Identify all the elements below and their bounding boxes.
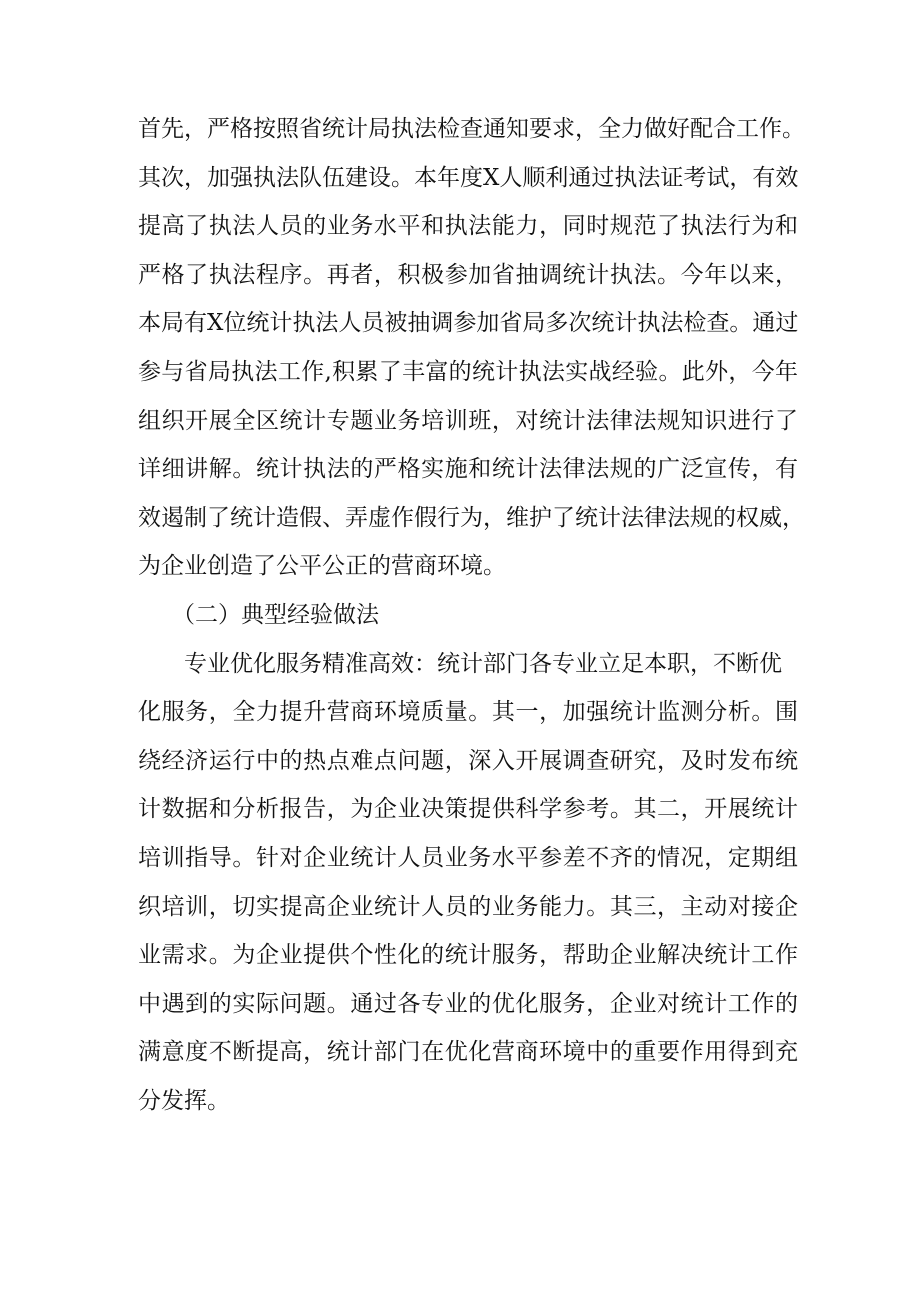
paragraph-line: 其次，加强执法队伍建设。本年度X人顺利通过执法证考试，有效	[138, 164, 799, 191]
paragraph-line: 计数据和分析报告，为企业决策提供科学参考。其二，开展统计	[138, 796, 798, 823]
section-heading: （二）典型经验做法	[172, 601, 379, 628]
paragraph-line: 专业优化服务精准高效：统计部门各专业立足本职，不断优	[184, 650, 782, 677]
paragraph-line: 首先，严格按照省统计局执法检查通知要求，全力做好配合工作。	[138, 116, 805, 142]
paragraph-line: 绕经济运行中的热点难点问题，深入开展调查研究，及时发布统	[138, 747, 798, 774]
paragraph-line: 业需求。为企业提供个性化的统计服务，帮助企业解决统计工作	[138, 942, 798, 969]
paragraph-line: 参与省局执法工作,积累了丰富的统计执法实战经验。此外，今年	[138, 358, 798, 385]
paragraph-line: 组织开展全区统计专题业务培训班，对统计法律法规知识进行了	[138, 407, 798, 434]
paragraph-line: 分发挥。	[138, 1087, 230, 1114]
paragraph-line: 织培训，切实提高企业统计人员的业务能力。其三，主动对接企	[138, 893, 798, 920]
paragraph-line: 严格了执法程序。再者，积极参加省抽调统计执法。今年以来，	[138, 261, 798, 288]
paragraph-line: 提高了执法人员的业务水平和执法能力，同时规范了执法行为和	[138, 213, 798, 240]
paragraph-enforcement	[138, 105, 805, 591]
paragraph-line: 效遏制了统计造假、弄虚作假行为，维护了统计法律法规的权威，	[138, 504, 805, 531]
paragraph-line: 满意度不断提高，统计部门在优化营商环境中的重要作用得到充	[138, 1039, 798, 1066]
paragraph-line: 本局有X位统计执法人员被抽调参加省局多次统计执法检查。通过	[138, 310, 799, 337]
paragraph-line: 详细讲解。统计执法的严格实施和统计法律法规的广泛宣传，有	[138, 456, 798, 483]
paragraph-line: 化服务，全力提升营商环境质量。其一，加强统计监测分析。围	[138, 699, 798, 726]
document-body	[138, 105, 805, 1125]
paragraph-service	[138, 640, 798, 1126]
paragraph-line: 中遇到的实际问题。通过各专业的优化服务，企业对统计工作的	[138, 990, 798, 1017]
paragraph-line: 为企业创造了公平公正的营商环境。	[138, 553, 506, 580]
paragraph-line: 培训指导。针对企业统计人员业务水平参差不齐的情况，定期组	[138, 844, 798, 871]
